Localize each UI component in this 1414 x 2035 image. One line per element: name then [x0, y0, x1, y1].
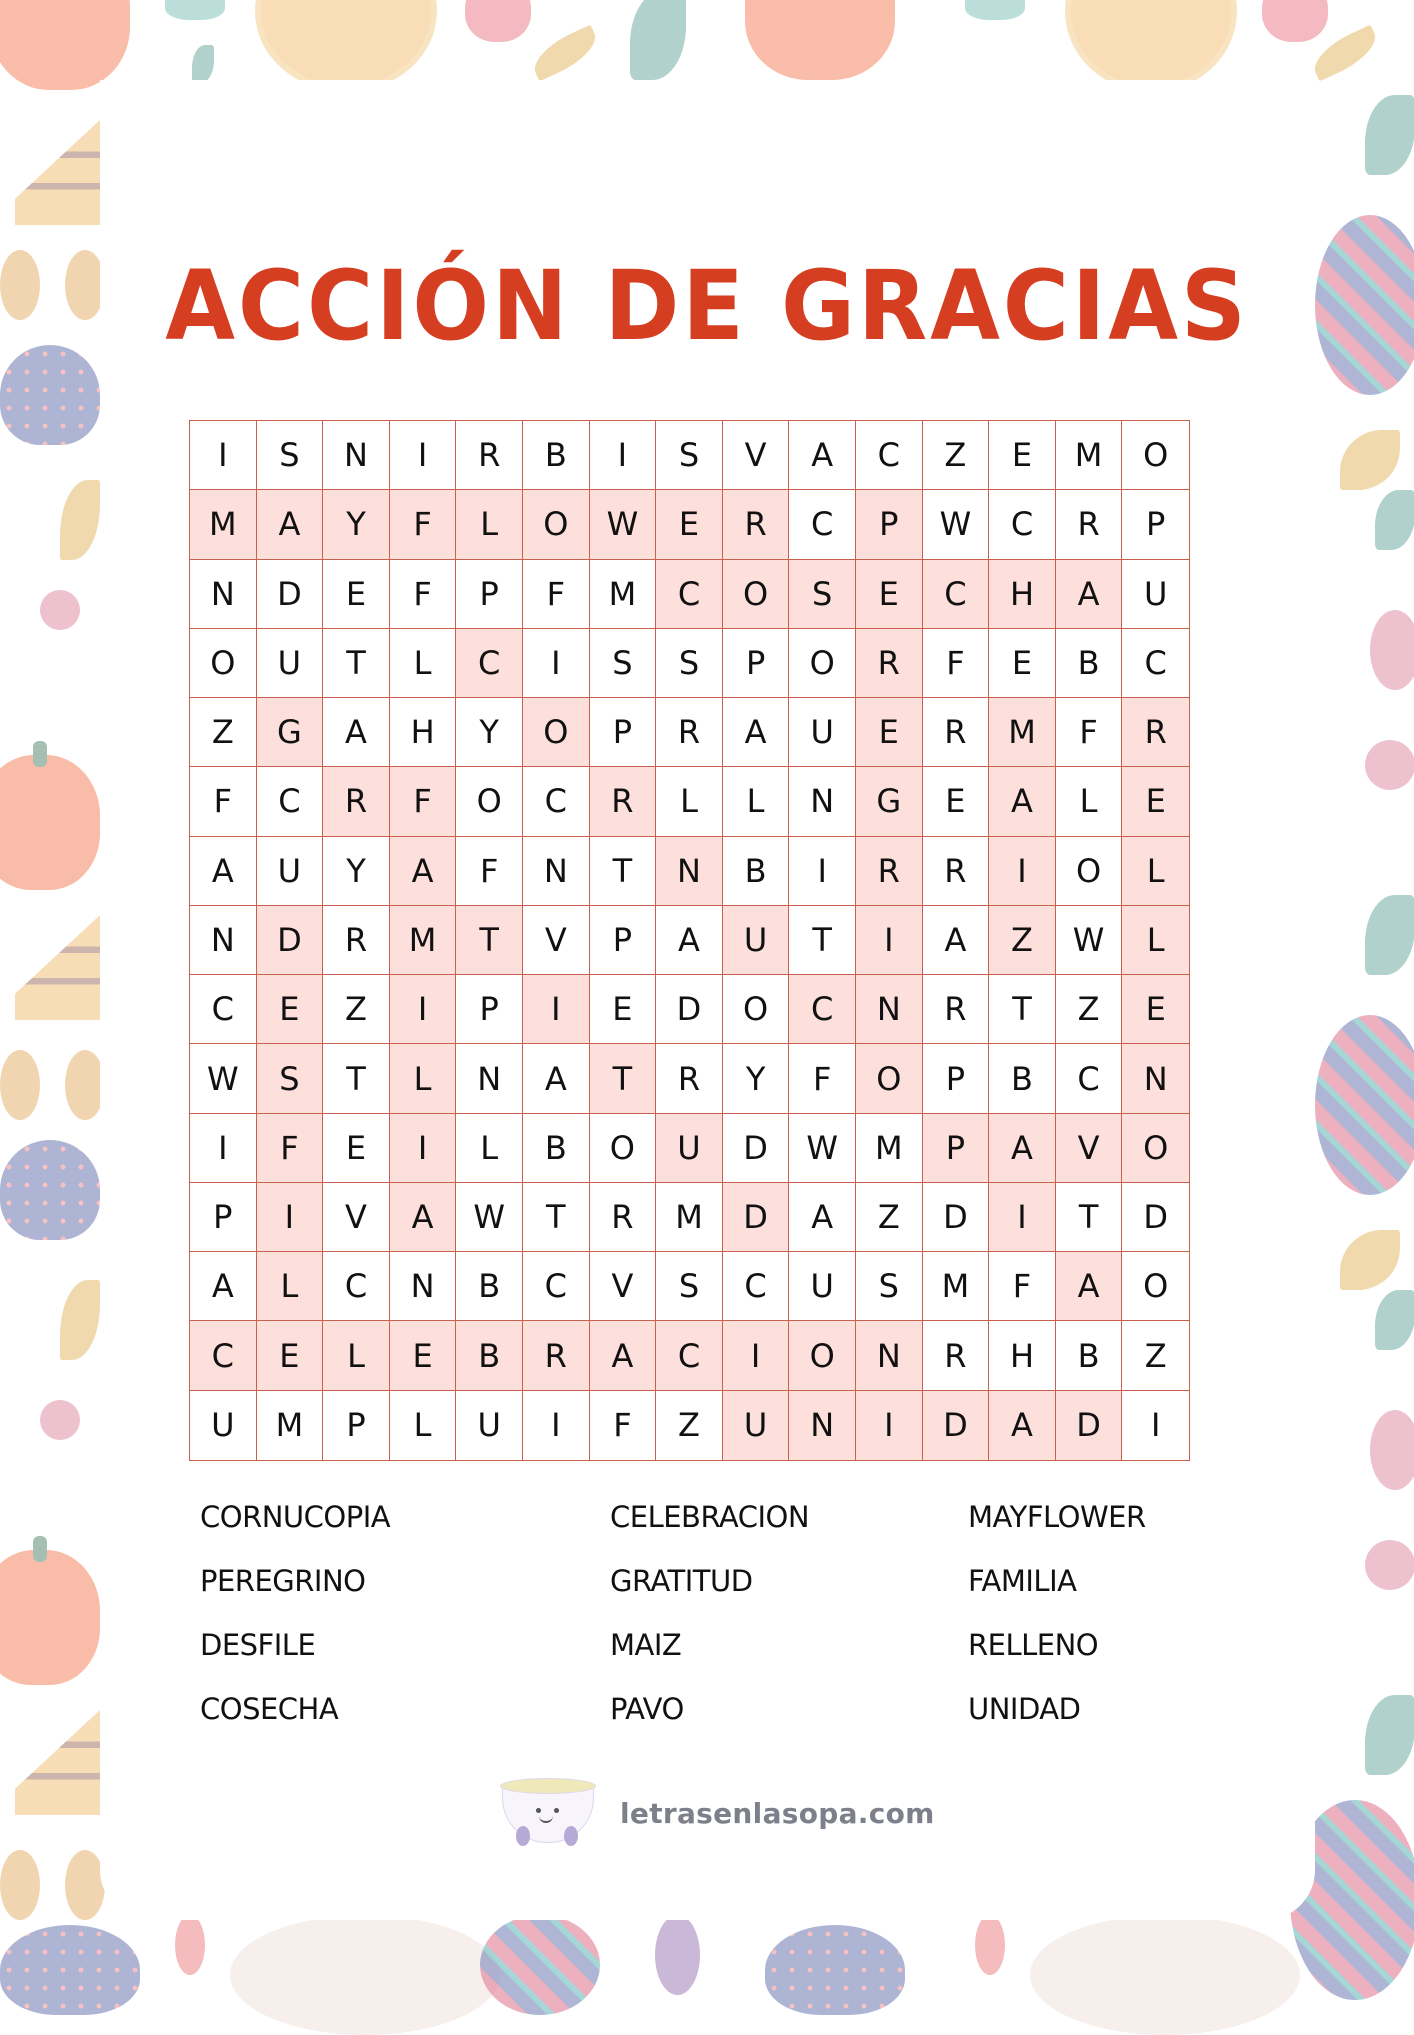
page-title: ACCIÓN DE GRACIAS — [165, 250, 1249, 363]
grid-cell[interactable]: F — [390, 560, 457, 629]
word-list-item: COSECHA — [200, 1692, 339, 1726]
grid-cell[interactable]: L — [390, 1044, 457, 1113]
grid-cell[interactable]: L — [723, 767, 790, 836]
grid-cell[interactable]: E — [856, 560, 923, 629]
grid-cell[interactable]: P — [590, 698, 657, 767]
word-list-item: FAMILIA — [968, 1564, 1077, 1598]
grid-cell[interactable]: A — [723, 698, 790, 767]
footer-brand — [500, 1778, 935, 1848]
grid-cell[interactable]: T — [523, 1183, 590, 1252]
grid-cell[interactable]: S — [257, 1044, 324, 1113]
grid-cell[interactable]: C — [989, 490, 1056, 559]
grid-cell[interactable]: H — [989, 560, 1056, 629]
grid-cell[interactable]: V — [323, 1183, 390, 1252]
grid-cell[interactable]: I — [523, 629, 590, 698]
word-list — [200, 1500, 1200, 1726]
grid-cell[interactable]: L — [390, 629, 457, 698]
turkey-wing-icon — [1030, 1915, 1300, 2035]
berries-icon — [40, 1400, 80, 1440]
grid-cell[interactable]: I — [723, 1321, 790, 1390]
berries-icon — [40, 590, 80, 630]
grid-cell[interactable]: I — [856, 1391, 923, 1460]
word-list-item: MAYFLOWER — [968, 1500, 1146, 1534]
grid-cell[interactable]: P — [323, 1391, 390, 1460]
grid-cell[interactable]: C — [1056, 1044, 1123, 1113]
grid-cell[interactable]: I — [390, 421, 457, 490]
grid-cell[interactable]: D — [1056, 1391, 1123, 1460]
grid-cell[interactable]: W — [789, 1114, 856, 1183]
grid-cell[interactable]: B — [989, 1044, 1056, 1113]
leaf-icon — [975, 1915, 1005, 1975]
grid-cell[interactable]: O — [723, 560, 790, 629]
grid-cell[interactable]: R — [590, 767, 657, 836]
grid-cell[interactable]: S — [789, 560, 856, 629]
grid-cell[interactable]: W — [456, 1183, 523, 1252]
fern-icon — [630, 0, 686, 80]
grid-cell[interactable]: I — [257, 1183, 324, 1252]
cookie-icon — [65, 1050, 105, 1120]
grid-cell[interactable]: T — [323, 1044, 390, 1113]
grid-cell[interactable]: C — [456, 629, 523, 698]
grid-cell[interactable]: O — [523, 698, 590, 767]
grid-cell[interactable]: R — [1122, 698, 1189, 767]
pie-slice-icon — [15, 1710, 100, 1815]
grid-cell[interactable]: D — [257, 560, 324, 629]
teacup-icon — [165, 0, 225, 20]
grid-cell[interactable]: N — [190, 560, 257, 629]
grid-cell[interactable]: M — [1056, 421, 1123, 490]
word-list-item: RELLENO — [968, 1628, 1099, 1662]
grid-cell[interactable]: N — [789, 1391, 856, 1460]
grid-cell[interactable]: T — [456, 906, 523, 975]
grid-cell[interactable]: D — [923, 1183, 990, 1252]
grid-cell[interactable]: C — [323, 1252, 390, 1321]
leaf-icon — [60, 480, 100, 560]
grid-cell[interactable]: E — [323, 560, 390, 629]
grid-cell[interactable]: C — [789, 975, 856, 1044]
grid-cell[interactable]: R — [856, 629, 923, 698]
corn-icon — [1365, 895, 1414, 975]
grid-cell[interactable]: R — [656, 1044, 723, 1113]
grid-cell[interactable]: R — [523, 1321, 590, 1390]
grid-cell[interactable]: L — [656, 767, 723, 836]
grid-cell[interactable]: R — [323, 906, 390, 975]
grid-cell[interactable]: A — [190, 837, 257, 906]
grid-cell[interactable]: N — [856, 975, 923, 1044]
croissant-icon — [0, 250, 40, 320]
grid-cell[interactable]: M — [856, 1114, 923, 1183]
grid-cell[interactable]: P — [723, 629, 790, 698]
grid-cell[interactable]: C — [656, 1321, 723, 1390]
grid-cell[interactable]: D — [1122, 1183, 1189, 1252]
grid-cell[interactable]: F — [789, 1044, 856, 1113]
grid-cell[interactable]: S — [856, 1252, 923, 1321]
grid-cell[interactable]: F — [590, 1391, 657, 1460]
grid-cell[interactable]: O — [1122, 1252, 1189, 1321]
grid-cell[interactable]: A — [789, 1183, 856, 1252]
grid-cell[interactable]: P — [456, 560, 523, 629]
grid-cell[interactable]: M — [390, 906, 457, 975]
pumpkin-icon — [0, 1550, 100, 1685]
grid-cell[interactable]: M — [989, 698, 1056, 767]
grid-cell[interactable]: P — [590, 906, 657, 975]
grid-cell[interactable]: F — [923, 629, 990, 698]
grid-cell[interactable]: O — [1056, 837, 1123, 906]
grid-cell[interactable]: U — [789, 1252, 856, 1321]
word-list-item: DESFILE — [200, 1628, 316, 1662]
grid-cell[interactable]: S — [590, 629, 657, 698]
grid-cell[interactable]: Z — [856, 1183, 923, 1252]
grid-cell[interactable]: P — [923, 1044, 990, 1113]
leaf-icon — [60, 1280, 100, 1360]
pie-icon — [1065, 0, 1237, 92]
pumpkin-icon — [0, 0, 130, 90]
grid-cell[interactable]: N — [656, 837, 723, 906]
word-list-item: PAVO — [610, 1692, 684, 1726]
scarf-icon — [1370, 610, 1414, 690]
leaf-icon — [175, 1915, 205, 1975]
grid-cell[interactable]: R — [456, 421, 523, 490]
grid-cell[interactable]: D — [257, 906, 324, 975]
grid-cell[interactable]: F — [390, 490, 457, 559]
grid-cell[interactable]: E — [656, 490, 723, 559]
grid-cell[interactable]: D — [656, 975, 723, 1044]
grid-cell[interactable]: N — [789, 767, 856, 836]
grid-cell[interactable]: N — [456, 1044, 523, 1113]
grid-cell[interactable]: Y — [323, 490, 390, 559]
grid-cell[interactable]: F — [523, 560, 590, 629]
grid-cell[interactable]: F — [989, 1252, 1056, 1321]
pie-slice-icon — [15, 120, 100, 225]
oak-leaf-icon — [527, 25, 603, 82]
grid-cell[interactable]: R — [656, 698, 723, 767]
grid-cell[interactable]: A — [989, 767, 1056, 836]
grid-cell[interactable]: C — [257, 767, 324, 836]
grid-cell[interactable]: F — [257, 1114, 324, 1183]
grid-cell[interactable]: U — [656, 1114, 723, 1183]
apple-icon — [1262, 0, 1328, 42]
grid-cell[interactable]: U — [257, 837, 324, 906]
grid-cell[interactable]: D — [723, 1183, 790, 1252]
grid-cell[interactable]: O — [856, 1044, 923, 1113]
grid-cell[interactable]: L — [390, 1391, 457, 1460]
grid-cell[interactable]: L — [257, 1252, 324, 1321]
scarf-icon — [1370, 1410, 1414, 1490]
grid-cell[interactable]: I — [989, 1183, 1056, 1252]
grid-cell[interactable]: R — [923, 975, 990, 1044]
grid-cell[interactable]: C — [190, 1321, 257, 1390]
grid-cell[interactable]: B — [523, 421, 590, 490]
grid-cell[interactable]: U — [190, 1391, 257, 1460]
grid-cell[interactable]: L — [456, 490, 523, 559]
grid-cell[interactable]: E — [989, 421, 1056, 490]
grid-cell[interactable]: A — [789, 421, 856, 490]
grid-cell[interactable]: L — [1056, 767, 1123, 836]
grid-cell[interactable]: S — [656, 421, 723, 490]
grid-cell[interactable]: A — [523, 1044, 590, 1113]
grid-cell[interactable]: Y — [323, 837, 390, 906]
word-search-grid — [189, 420, 1190, 1461]
grid-cell[interactable]: R — [856, 837, 923, 906]
grid-cell[interactable]: C — [789, 490, 856, 559]
grid-cell[interactable]: O — [590, 1114, 657, 1183]
grid-cell[interactable]: E — [257, 1321, 324, 1390]
cookie-icon — [65, 1850, 105, 1920]
grid-cell[interactable]: F — [190, 767, 257, 836]
grid-cell[interactable]: A — [989, 1114, 1056, 1183]
grid-cell[interactable]: T — [323, 629, 390, 698]
grid-cell[interactable]: E — [1122, 767, 1189, 836]
grid-cell[interactable]: T — [789, 906, 856, 975]
leaf-icon — [192, 45, 214, 83]
grid-cell[interactable]: A — [656, 906, 723, 975]
turkey-feathers-icon — [1315, 1015, 1414, 1195]
grid-cell[interactable]: E — [323, 1114, 390, 1183]
cookie-icon — [0, 1050, 40, 1120]
turkey-wing-icon — [230, 1915, 500, 2035]
site-link[interactable]: letrasenlasopa.com — [620, 1796, 935, 1830]
grid-cell[interactable]: M — [656, 1183, 723, 1252]
grid-cell[interactable]: Z — [190, 698, 257, 767]
cookie-icon — [0, 1850, 40, 1920]
grid-cell[interactable]: E — [257, 975, 324, 1044]
grid-cell[interactable]: B — [523, 1114, 590, 1183]
grid-cell[interactable]: M — [257, 1391, 324, 1460]
grid-cell[interactable]: O — [789, 629, 856, 698]
grid-cell[interactable]: A — [1056, 560, 1123, 629]
grid-cell[interactable]: R — [323, 767, 390, 836]
grid-cell[interactable]: Z — [656, 1391, 723, 1460]
grid-cell[interactable]: S — [257, 421, 324, 490]
grid-cell[interactable]: R — [590, 1183, 657, 1252]
grid-cell[interactable]: U — [789, 698, 856, 767]
grid-cell[interactable]: O — [789, 1321, 856, 1390]
grid-cell[interactable]: N — [1122, 1044, 1189, 1113]
grid-cell[interactable]: T — [1056, 1183, 1123, 1252]
grid-cell[interactable]: C — [856, 421, 923, 490]
grid-cell[interactable]: H — [989, 1321, 1056, 1390]
grid-cell[interactable]: E — [590, 975, 657, 1044]
grid-cell[interactable]: C — [723, 1252, 790, 1321]
grid-cell[interactable]: F — [1056, 698, 1123, 767]
grid-cell[interactable]: N — [323, 421, 390, 490]
grid-cell[interactable]: T — [590, 837, 657, 906]
grid-cell[interactable]: W — [923, 490, 990, 559]
grid-cell[interactable]: G — [257, 698, 324, 767]
grid-cell[interactable]: L — [456, 1114, 523, 1183]
grid-cell[interactable]: M — [923, 1252, 990, 1321]
word-list-item: PEREGRINO — [200, 1564, 366, 1598]
grid-cell[interactable]: C — [523, 767, 590, 836]
grid-cell[interactable]: R — [1056, 490, 1123, 559]
grid-cell[interactable]: Z — [323, 975, 390, 1044]
grid-cell[interactable]: N — [190, 906, 257, 975]
grid-cell[interactable]: U — [723, 1391, 790, 1460]
grid-cell[interactable]: W — [590, 490, 657, 559]
grid-cell[interactable]: C — [190, 975, 257, 1044]
grid-cell[interactable]: S — [656, 1252, 723, 1321]
grid-cell[interactable]: D — [723, 1114, 790, 1183]
grid-cell[interactable]: W — [1056, 906, 1123, 975]
grid-cell[interactable]: N — [856, 1321, 923, 1390]
word-list-item: GRATITUD — [610, 1564, 753, 1598]
grid-cell[interactable]: C — [656, 560, 723, 629]
grid-cell[interactable]: L — [1122, 906, 1189, 975]
grid-cell[interactable]: B — [1056, 629, 1123, 698]
grid-cell[interactable]: U — [456, 1391, 523, 1460]
grid-cell[interactable]: C — [923, 560, 990, 629]
grid-cell[interactable]: I — [789, 837, 856, 906]
grid-cell[interactable]: U — [723, 906, 790, 975]
grid-cell[interactable]: Y — [723, 1044, 790, 1113]
grid-cell[interactable]: A — [390, 837, 457, 906]
grid-cell[interactable]: N — [390, 1252, 457, 1321]
grid-cell[interactable]: P — [856, 490, 923, 559]
grid-cell[interactable]: R — [923, 1321, 990, 1390]
grid-cell[interactable]: P — [456, 975, 523, 1044]
grid-cell[interactable]: I — [590, 421, 657, 490]
grid-cell[interactable]: O — [1122, 421, 1189, 490]
grid-cell[interactable]: P — [190, 1183, 257, 1252]
grid-cell[interactable]: A — [1056, 1252, 1123, 1321]
grid-cell[interactable]: V — [1056, 1114, 1123, 1183]
grid-cell[interactable]: O — [1122, 1114, 1189, 1183]
grid-cell[interactable]: E — [390, 1321, 457, 1390]
word-list-item: CELEBRACION — [610, 1500, 810, 1534]
grid-cell[interactable]: E — [989, 629, 1056, 698]
teapot-icon — [765, 1925, 905, 2015]
grid-cell[interactable]: H — [390, 698, 457, 767]
pumpkin-icon — [745, 0, 895, 80]
grid-cell[interactable]: P — [923, 1114, 990, 1183]
grid-cell[interactable]: P — [1122, 490, 1189, 559]
grid-cell[interactable]: B — [723, 837, 790, 906]
apple-icon — [465, 0, 531, 42]
teacup-icon — [965, 0, 1025, 20]
grid-cell[interactable]: I — [989, 837, 1056, 906]
grid-cell[interactable]: V — [723, 421, 790, 490]
grid-cell[interactable]: A — [590, 1321, 657, 1390]
grid-cell[interactable]: I — [1150, 1406, 1161, 1445]
grid-cell[interactable]: U — [1122, 560, 1189, 629]
flower-icon — [1365, 1540, 1414, 1590]
grid-cell[interactable]: U — [257, 629, 324, 698]
grid-cell[interactable]: Z — [923, 421, 990, 490]
grid-cell[interactable]: E — [856, 698, 923, 767]
pumpkin-icon — [0, 755, 100, 890]
grid-cell[interactable]: N — [523, 837, 590, 906]
grid-cell[interactable]: A — [390, 1183, 457, 1252]
grid-cell[interactable]: I — [856, 906, 923, 975]
grid-cell[interactable]: A — [190, 1252, 257, 1321]
grid-cell[interactable]: W — [190, 1044, 257, 1113]
grid-cell[interactable]: A — [257, 490, 324, 559]
grid-cell[interactable]: Y — [456, 698, 523, 767]
teapot-icon — [0, 1925, 140, 2015]
teapot-icon — [0, 1140, 100, 1240]
corn-icon — [1365, 1695, 1414, 1775]
grid-cell[interactable]: B — [456, 1252, 523, 1321]
grid-cell[interactable]: R — [923, 837, 990, 906]
grid-cell[interactable]: I — [523, 975, 590, 1044]
grid-cell[interactable]: I — [390, 975, 457, 1044]
grid-cell[interactable]: I — [190, 421, 257, 490]
leaf-icon — [1375, 1290, 1414, 1350]
corn-icon — [1365, 95, 1414, 175]
grid-cell[interactable]: C — [1122, 629, 1189, 698]
grid-cell[interactable]: F — [390, 767, 457, 836]
grid-cell[interactable]: I — [390, 1114, 457, 1183]
grid-cell[interactable]: D — [923, 1391, 990, 1460]
grid-cell[interactable]: I — [190, 1114, 257, 1183]
grid-cell[interactable]: M — [190, 490, 257, 559]
soup-bowl-mascot-icon — [500, 1778, 594, 1848]
squash-icon — [1340, 1230, 1400, 1290]
grid-cell[interactable]: M — [590, 560, 657, 629]
flower-icon — [1365, 740, 1414, 790]
grid-cell[interactable]: L — [323, 1321, 390, 1390]
grid-cell[interactable]: V — [590, 1252, 657, 1321]
grid-cell[interactable]: O — [723, 975, 790, 1044]
grid-cell[interactable]: Z — [1056, 975, 1123, 1044]
eggplant-icon — [655, 1915, 700, 1995]
grid-cell[interactable]: Z — [1122, 1321, 1189, 1390]
grid-cell[interactable]: T — [590, 1044, 657, 1113]
grid-cell[interactable]: I — [523, 1391, 590, 1460]
leaf-icon — [1375, 490, 1414, 550]
grid-cell[interactable]: V — [523, 906, 590, 975]
grid-cell[interactable]: B — [456, 1321, 523, 1390]
grid-cell[interactable]: G — [856, 767, 923, 836]
pie-icon — [255, 0, 437, 92]
pie-slice-icon — [15, 915, 100, 1020]
grid-cell[interactable]: C — [523, 1252, 590, 1321]
grid-cell[interactable]: A — [323, 698, 390, 767]
grid-cell[interactable]: E — [1122, 975, 1189, 1044]
grid-cell[interactable]: A — [923, 906, 990, 975]
word-list-item: CORNUCOPIA — [200, 1500, 391, 1534]
grid-cell[interactable]: O — [190, 629, 257, 698]
grid-cell[interactable]: S — [656, 629, 723, 698]
grid-cell[interactable]: Z — [989, 906, 1056, 975]
grid-cell[interactable]: R — [923, 698, 990, 767]
squash-icon — [1340, 430, 1400, 490]
grid-cell[interactable]: E — [923, 767, 990, 836]
grid-cell[interactable]: A — [989, 1391, 1056, 1460]
grid-cell[interactable]: T — [989, 975, 1056, 1044]
grid-cell[interactable]: O — [523, 490, 590, 559]
word-list-item: UNIDAD — [968, 1692, 1081, 1726]
grid-cell[interactable]: F — [456, 837, 523, 906]
grid-cell[interactable]: B — [1056, 1321, 1123, 1390]
grid-cell[interactable]: L — [1122, 837, 1189, 906]
turkey-feathers-icon — [480, 1915, 600, 2015]
grid-cell[interactable]: R — [723, 490, 790, 559]
word-list-item: MAIZ — [610, 1628, 682, 1662]
grid-cell[interactable]: O — [456, 767, 523, 836]
